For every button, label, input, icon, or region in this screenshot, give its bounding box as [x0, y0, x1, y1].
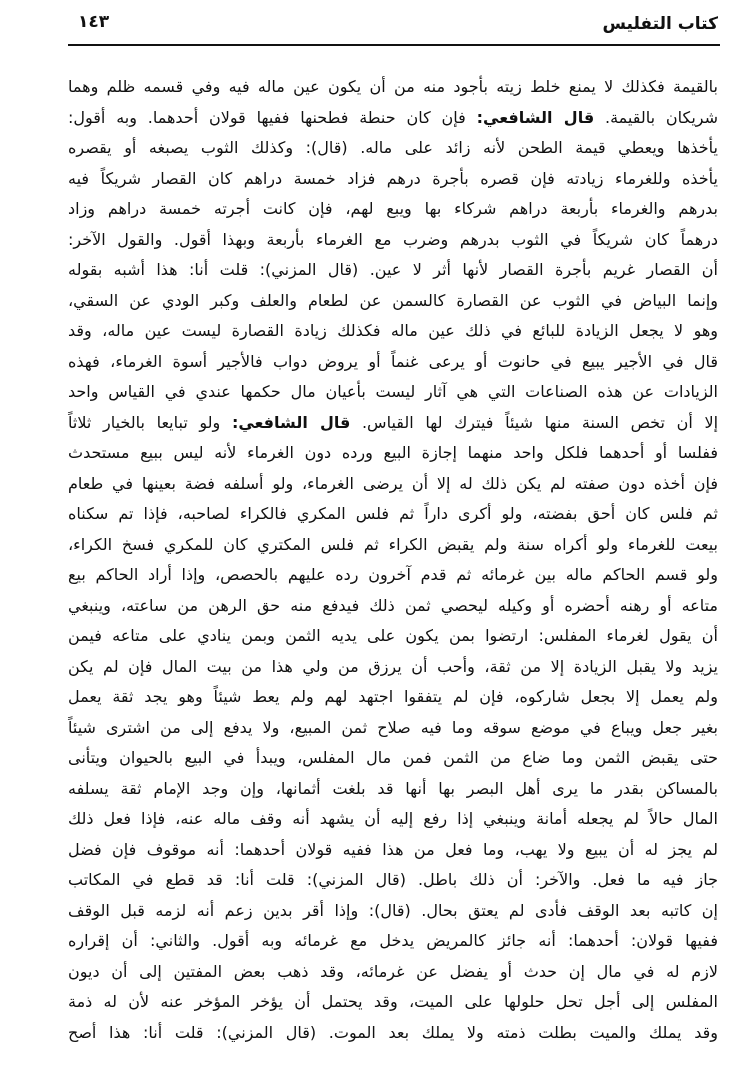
- text-segment: درهماً كان شريكاً في الثوب بدرهم وضرب مع الغرماء بأربعة وبهذا أقول. والقول الآخر:: [68, 229, 718, 249]
- text-line: [68, 621, 718, 652]
- speaker-label: قال الشافعي:: [476, 107, 595, 127]
- text-segment: يأخذها ويعطي قيمة الطحن لأنه زائد على ماله. (قال): وكذلك الثوب يصبغه أو يقصره: [68, 138, 718, 157]
- text-line: [68, 865, 718, 896]
- running-title: كتاب التفليس: [602, 14, 718, 34]
- text-line: [68, 682, 718, 713]
- text-segment: الزيادات عن هذه الصناعات التي هي آثار ليست بأعيان مال حكمها عندي في القياس واحد: [68, 382, 718, 401]
- text-segment: بدرهم والغرماء بأربعة دراهم شركاء بها ويبع لهم، فإن كانت أجرته خمسة دراهم وزاد: [68, 199, 718, 218]
- text-line: [68, 987, 718, 1018]
- text-line: [68, 957, 718, 988]
- text-line: [68, 225, 718, 256]
- page-number: ١٤٣: [78, 12, 110, 32]
- text-segment: إن كاتبه بعد الوقف فأدى لم يعتق بحال. (قال): وإذا أقر بدين زعم أنه لزمه قبل الوقف: [68, 900, 718, 920]
- text-line: [68, 499, 718, 530]
- text-line: [68, 804, 718, 835]
- text-segment: يزيد ولا يقبل الزيادة إلا من ثقة، وأحب أن يرزق من ولي هذا من بيت المال فإن لم يكن: [68, 656, 718, 676]
- text-line: [68, 164, 718, 195]
- page-header: [68, 8, 718, 44]
- text-line: [68, 408, 718, 439]
- text-segment: يأخذه وللغرماء زيادته فإن قصره بأجرة درهم فزاد خمسة دراهم كان القصار شريكاً فيه: [68, 168, 718, 188]
- text-segment: أن يقول لغرماء المفلس: ارتضوا بمن يكون على يديه الثمن وبمن ينادي على متاعه فيمن: [68, 626, 718, 645]
- text-segment: ثم فلس كان أحق بفضته، ولو أكرى داراً ثم فلس المكري فالكراء لصاحبه، فإذا تم سكناه: [68, 504, 718, 523]
- text-line: [68, 286, 718, 317]
- text-segment: ففلسا أو أحدهما فلكل واحد منهما إجازة البيع ورده دون الغرماء لأنه ليس ببيع مستحدث: [68, 443, 718, 462]
- text-segment: المفلس إلى أجل تحل حلولها على الميت، وقد يحتمل أن يؤخر المؤخر عنه لأن له ذمة: [68, 992, 718, 1011]
- text-line: [68, 469, 718, 500]
- text-segment: إلا أن تخص السنة منها شيئاً فيترك لها القياس.: [350, 412, 719, 432]
- text-line: [68, 133, 718, 164]
- text-segment: جاز فيه ما فعل. والآخر: أن ذلك باطل. (قال المزني): قلت أنا: قد قطع في المكاتب: [68, 870, 718, 889]
- text-segment: ولم يعمل إلا بجعل شاركوه، فإن لم يتفقوا اجتهد لهم ولم يعط شيئاً وهو يجد ثقة يعمل: [68, 687, 718, 706]
- body-text: [68, 72, 718, 1048]
- text-line: [68, 530, 718, 561]
- text-line: [68, 1018, 718, 1049]
- text-segment: ولو قسم الحاكم ماله بين غرمائه ثم قدم آخرون رده عليهم بالحصص، وإذا أراد الحاكم بيع: [68, 565, 718, 584]
- text-segment: ولو تبايعا بالخيار ثلاثاً: [68, 412, 232, 432]
- text-line: [68, 72, 718, 103]
- text-segment: وقد يملك والميت بطلت ذمته ولا يملك بعد الموت. (قال المزني): قلت أنا: هذا أصح: [68, 1022, 718, 1042]
- text-segment: بالمساكن بقدر ما يرى أهل البصر بها أنها قد بلغت أثمانها، وإن وجد الإمام ثقة يسلفه: [68, 778, 718, 798]
- text-line: [68, 347, 718, 378]
- text-line: [68, 255, 718, 286]
- text-line: [68, 377, 718, 408]
- text-segment: لم يجز له أن يبيع ولا يهب، وما فعل من هذا ففيه قولان أحدهما: أنه موقوف فإن فضل: [68, 839, 718, 859]
- text-segment: لازم له في مال إن حدث أو يفضل عن غرمائه، وقد ذهب بعض المفتين إلى أن ديون: [68, 961, 718, 981]
- text-line: [68, 774, 718, 805]
- text-line: [68, 591, 718, 622]
- text-segment: وهو لا يجعل الزيادة للبائع في ذلك عين ماله فكذلك زيادة القصارة ليست عين ماله، وقد: [68, 321, 718, 340]
- text-segment: فإن كان حنطة فطحنها ففيها قولان أحدهما. وبه أقول:: [68, 107, 477, 127]
- speaker-label: قال الشافعي:: [231, 412, 351, 432]
- text-segment: بيعت للغرماء ولو أكراه سنة ولم يقبض الكراء ثم فلس المكتري كان للمكري فسخ الكراء،: [68, 534, 718, 554]
- text-segment: المال حالاً لم يجعله أمانة وينبغي إذا رفع إليه أن يشهد أنه وقف ماله عنه، فإذا فعل ذلك: [68, 809, 718, 828]
- text-line: [68, 316, 718, 347]
- text-line: [68, 103, 718, 134]
- text-segment: أن القصار غريم بأجرة القصار لأنها أثر لا عين. (قال المزني): قلت أنا: هذا أشبه بقوله: [68, 260, 718, 279]
- text-segment: متاعه أو رهنه أحضره أو وكيله ليحصي ثمن ذلك فيدفع منه حق الرهن من ساعته، وينبغي: [68, 595, 718, 615]
- text-segment: حتى يقبض الثمن وما ضاع من الثمن فمن مال المفلس، ويبدأ في البيع بالحيوان ويتأنى: [68, 748, 718, 767]
- text-segment: ففيها قولان: أحدهما: أنه جائز كالمريض يدخل مع غرمائه وبه أقول. والثاني: أن إقراره: [68, 931, 718, 950]
- text-line: [68, 560, 718, 591]
- text-line: [68, 743, 718, 774]
- header-rule: [68, 44, 720, 46]
- text-segment: شريكان بالقيمة.: [594, 107, 718, 127]
- text-line: [68, 926, 718, 957]
- text-line: [68, 652, 718, 683]
- text-segment: قال في الأجير يبيع في حانوت أو يرعى غنماً أو يروض دواب فالأجير أسوة الغرماء، فهذه: [68, 351, 718, 371]
- text-segment: فإن أخذه دون صفته لم يكن ذلك له إلا أن يرضى الغرماء، ولو أسلفه فضة بعينها في طعام: [68, 473, 718, 493]
- text-line: [68, 194, 718, 225]
- text-line: [68, 438, 718, 469]
- text-line: [68, 896, 718, 927]
- text-line: [68, 835, 718, 866]
- text-segment: بالقيمة فكذلك لا يمنع خلط زيته بأجود منه من أن يكون عين ماله فيه وفي قسمه ظلم وهما: [68, 77, 718, 96]
- text-segment: وإنما البياض في الثوب عن القصارة كالسمن عن لطعام والعلف وكبر الودي عن السقي،: [68, 290, 718, 310]
- text-line: [68, 713, 718, 744]
- text-segment: بغير جعل ويباع في موضع سوقه وما فيه صلاح ثمن المبيع، ولا يدفع إلى من اشترى شيئاً: [68, 717, 718, 737]
